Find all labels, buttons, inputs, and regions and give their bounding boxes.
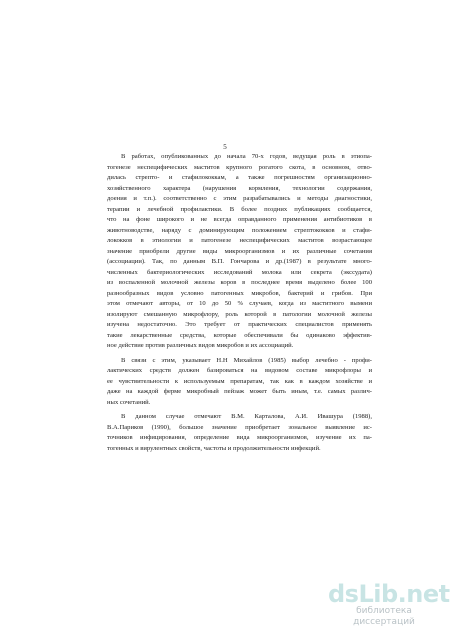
text-line: (ассоциации). Так, по данным В.П. Гончарова и др.(1987) в результате много- bbox=[107, 258, 372, 265]
paragraph-2 bbox=[107, 356, 372, 409]
watermark-logo: dsLib.net bbox=[328, 580, 450, 608]
text-line: тогенных и вирулентных свойств, частоты и продолжительности инфекций. bbox=[107, 444, 321, 452]
text-line: разнообразных видов условно патогенных микробов, бактерий и грибов. При bbox=[107, 289, 372, 297]
text-line: что на фоне широкого и не всегда оправданного применения антибиотиков в bbox=[107, 216, 372, 223]
text-line: значение приобрели другие виды микроорганизмов и их различные сочетания bbox=[107, 247, 372, 255]
watermark-tagline: библиотека диссертаций bbox=[353, 606, 415, 627]
text-line: дилась стрепто- и стафилококкам, а также погрешностям организационно- bbox=[107, 174, 372, 181]
text-line: терапии и лечебной профилактики. В более поздних публикациях сообщается, bbox=[107, 205, 372, 213]
text-line: хозяйственного характера (нарушения кормления, технологии содержания, bbox=[107, 184, 372, 192]
text-line: численных бактериологических исследований молока или секрета (экссудата) bbox=[107, 268, 372, 276]
text-line: изолируют смешанную микрофлору, роль которой в патологии молочной железы bbox=[107, 310, 372, 318]
text-line: этом отмечают авторы, от 10 до 50 % случаев, когда из маститного вымени bbox=[107, 300, 372, 307]
text-line: даже на каждой ферме микробный пейзаж может быть иным, т.е. самых различ- bbox=[107, 388, 372, 395]
text-line: В связи с этим, указывает Н.Н Михайлов (1985) выбор лечебно - профи- bbox=[121, 356, 372, 364]
text-line: точников инфицирования, определение вида микроорганизмов, изучение их па- bbox=[107, 434, 372, 441]
dslib-watermark bbox=[328, 580, 450, 628]
text-line: В работах, опубликованных до начала 70-х годов, ведущая роль в этиопа- bbox=[121, 153, 372, 160]
text-line: из воспаленной молочной железы коров в последнее время выделено более 100 bbox=[107, 279, 372, 286]
text-line: такие лекарственные средства, которые обеспечивали бы одинаково эффектив- bbox=[107, 331, 372, 339]
paragraph-3 bbox=[107, 412, 372, 454]
text-line: ее чувствительности к используемым препаратам, так как в каждом хозяйстве и bbox=[107, 377, 372, 385]
text-line: доения и т.п.). соответственно с этим разрабатывались и методы диагностики, bbox=[107, 195, 372, 202]
page-number: 5 bbox=[223, 143, 227, 151]
text-line: В данном случае отмечают В.М. Карталова, А.И. Ивашура (1988), bbox=[121, 413, 372, 420]
text-line: В.А.Париков (1990), большое значение приобретает зональное выявление ис- bbox=[107, 423, 372, 431]
text-line: тогенезе неспецифических маститов крупного рогатого скота, в основном, отво- bbox=[107, 163, 372, 171]
text-line: лококков в этиологии и патогенезе неспецифических маститов возрастающее bbox=[107, 237, 372, 244]
text-line: животноводстве, наряду с доминирующим положением стрептококков и стафи- bbox=[107, 226, 372, 234]
text-line: лактических средств должен базироваться на видовом составе микрофлоры и bbox=[107, 367, 372, 374]
text-line: изучена недостаточно. Это требует от практических специалистов применять bbox=[107, 321, 372, 328]
text-line: ных сочетаний. bbox=[107, 398, 151, 406]
text-line: ное действие против различных видов микробов и их ассоциаций. bbox=[107, 342, 294, 349]
paragraph-1 bbox=[107, 152, 372, 352]
body-text bbox=[107, 152, 372, 454]
